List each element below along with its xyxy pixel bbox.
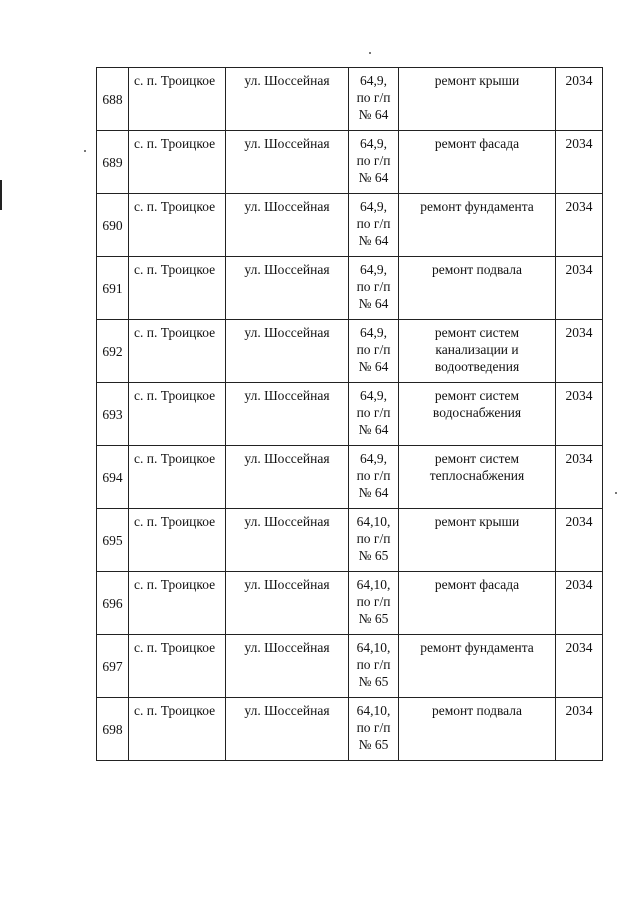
table-row	[97, 68, 603, 131]
table-row	[97, 383, 603, 446]
area-line: по г/п	[356, 657, 391, 672]
area-cell	[349, 635, 399, 698]
table-row	[97, 257, 603, 320]
table-row	[97, 698, 603, 761]
street-cell: ул. Шоссейная	[226, 383, 349, 446]
area-line: № 65	[358, 737, 389, 752]
area-line: по г/п	[356, 279, 391, 294]
scan-speck	[84, 150, 86, 152]
street-cell: ул. Шоссейная	[226, 635, 349, 698]
area-cell	[349, 68, 399, 131]
area-line: № 65	[358, 674, 389, 689]
work-line: ремонт крыши	[434, 514, 520, 529]
area-line: по г/п	[356, 342, 391, 357]
scan-speck	[369, 52, 371, 54]
table-body	[97, 68, 603, 761]
year-cell: 2034	[556, 68, 603, 131]
row-number-cell: 694	[97, 446, 129, 509]
area-line: 64,10,	[356, 703, 391, 718]
area-line: 64,10,	[356, 514, 391, 529]
area-cell	[349, 698, 399, 761]
work-line: ремонт подвала	[431, 262, 523, 277]
row-number-cell: 698	[97, 698, 129, 761]
year-cell: 2034	[556, 257, 603, 320]
work-type-cell	[399, 509, 556, 572]
area-line: по г/п	[356, 594, 391, 609]
work-type-cell	[399, 698, 556, 761]
area-line: 64,9,	[360, 73, 387, 88]
area-line: № 65	[358, 611, 389, 626]
area-cell	[349, 257, 399, 320]
area-cell	[349, 509, 399, 572]
year-cell: 2034	[556, 572, 603, 635]
work-type-cell	[399, 635, 556, 698]
table-row	[97, 635, 603, 698]
work-line: ремонт фундамента	[420, 640, 534, 655]
settlement-cell: с. п. Троицкое	[129, 194, 226, 257]
table-row	[97, 320, 603, 383]
table-row	[97, 509, 603, 572]
street-cell: ул. Шоссейная	[226, 257, 349, 320]
area-line: 64,9,	[360, 136, 387, 151]
table-row	[97, 194, 603, 257]
year-cell: 2034	[556, 509, 603, 572]
work-line: ремонт фасада	[434, 136, 520, 151]
area-line: 64,10,	[356, 577, 391, 592]
row-number-cell: 693	[97, 383, 129, 446]
work-type-cell	[399, 257, 556, 320]
work-line: водоотведения	[434, 359, 520, 374]
row-number-cell: 697	[97, 635, 129, 698]
work-line: ремонт крыши	[434, 73, 520, 88]
row-number-cell: 690	[97, 194, 129, 257]
row-number-cell: 689	[97, 131, 129, 194]
work-line: ремонт фасада	[434, 577, 520, 592]
area-cell	[349, 383, 399, 446]
area-line: 64,9,	[360, 325, 387, 340]
settlement-cell: с. п. Троицкое	[129, 383, 226, 446]
settlement-cell: с. п. Троицкое	[129, 635, 226, 698]
work-line: ремонт систем	[434, 451, 520, 466]
work-line: ремонт систем	[434, 388, 520, 403]
area-line: по г/п	[356, 531, 391, 546]
year-cell: 2034	[556, 698, 603, 761]
work-type-cell	[399, 194, 556, 257]
settlement-cell: с. п. Троицкое	[129, 698, 226, 761]
year-cell: 2034	[556, 131, 603, 194]
area-line: 64,9,	[360, 451, 387, 466]
area-line: по г/п	[356, 720, 391, 735]
area-line: № 64	[358, 296, 389, 311]
year-cell: 2034	[556, 446, 603, 509]
work-line: теплоснабжения	[429, 468, 525, 483]
year-cell: 2034	[556, 383, 603, 446]
area-line: № 64	[358, 233, 389, 248]
settlement-cell: с. п. Троицкое	[129, 68, 226, 131]
work-type-cell	[399, 320, 556, 383]
work-line: водоснабжения	[432, 405, 522, 420]
area-line: № 64	[358, 422, 389, 437]
area-line: № 64	[358, 170, 389, 185]
work-line: ремонт фундамента	[420, 199, 534, 214]
area-cell	[349, 194, 399, 257]
year-cell: 2034	[556, 194, 603, 257]
area-cell	[349, 572, 399, 635]
area-line: 64,10,	[356, 640, 391, 655]
area-line: 64,9,	[360, 199, 387, 214]
area-line: по г/п	[356, 90, 391, 105]
street-cell: ул. Шоссейная	[226, 698, 349, 761]
settlement-cell: с. п. Троицкое	[129, 320, 226, 383]
area-cell	[349, 446, 399, 509]
work-line: ремонт подвала	[431, 703, 523, 718]
work-line: ремонт систем	[434, 325, 520, 340]
table-row	[97, 131, 603, 194]
area-line: по г/п	[356, 468, 391, 483]
settlement-cell: с. п. Троицкое	[129, 572, 226, 635]
area-cell	[349, 320, 399, 383]
street-cell: ул. Шоссейная	[226, 320, 349, 383]
row-number-cell: 696	[97, 572, 129, 635]
scan-speck	[615, 492, 617, 494]
table-row	[97, 572, 603, 635]
row-number-cell: 692	[97, 320, 129, 383]
work-type-cell	[399, 383, 556, 446]
scan-edge-mark	[0, 180, 2, 210]
year-cell: 2034	[556, 320, 603, 383]
area-line: по г/п	[356, 405, 391, 420]
work-type-cell	[399, 572, 556, 635]
settlement-cell: с. п. Троицкое	[129, 446, 226, 509]
street-cell: ул. Шоссейная	[226, 68, 349, 131]
street-cell: ул. Шоссейная	[226, 509, 349, 572]
area-line: по г/п	[356, 153, 391, 168]
street-cell: ул. Шоссейная	[226, 572, 349, 635]
work-type-cell	[399, 68, 556, 131]
area-line: по г/п	[356, 216, 391, 231]
area-line: № 64	[358, 485, 389, 500]
year-cell: 2034	[556, 635, 603, 698]
settlement-cell: с. п. Троицкое	[129, 131, 226, 194]
work-line: канализации и	[435, 342, 519, 357]
area-line: № 65	[358, 548, 389, 563]
street-cell: ул. Шоссейная	[226, 131, 349, 194]
row-number-cell: 688	[97, 68, 129, 131]
table-row	[97, 446, 603, 509]
work-type-cell	[399, 131, 556, 194]
area-line: 64,9,	[360, 262, 387, 277]
settlement-cell: с. п. Троицкое	[129, 509, 226, 572]
row-number-cell: 695	[97, 509, 129, 572]
row-number-cell: 691	[97, 257, 129, 320]
work-type-cell	[399, 446, 556, 509]
repair-schedule-table	[96, 67, 603, 761]
area-line: № 64	[358, 107, 389, 122]
area-cell	[349, 131, 399, 194]
street-cell: ул. Шоссейная	[226, 194, 349, 257]
settlement-cell: с. п. Троицкое	[129, 257, 226, 320]
area-line: 64,9,	[360, 388, 387, 403]
street-cell: ул. Шоссейная	[226, 446, 349, 509]
area-line: № 64	[358, 359, 389, 374]
